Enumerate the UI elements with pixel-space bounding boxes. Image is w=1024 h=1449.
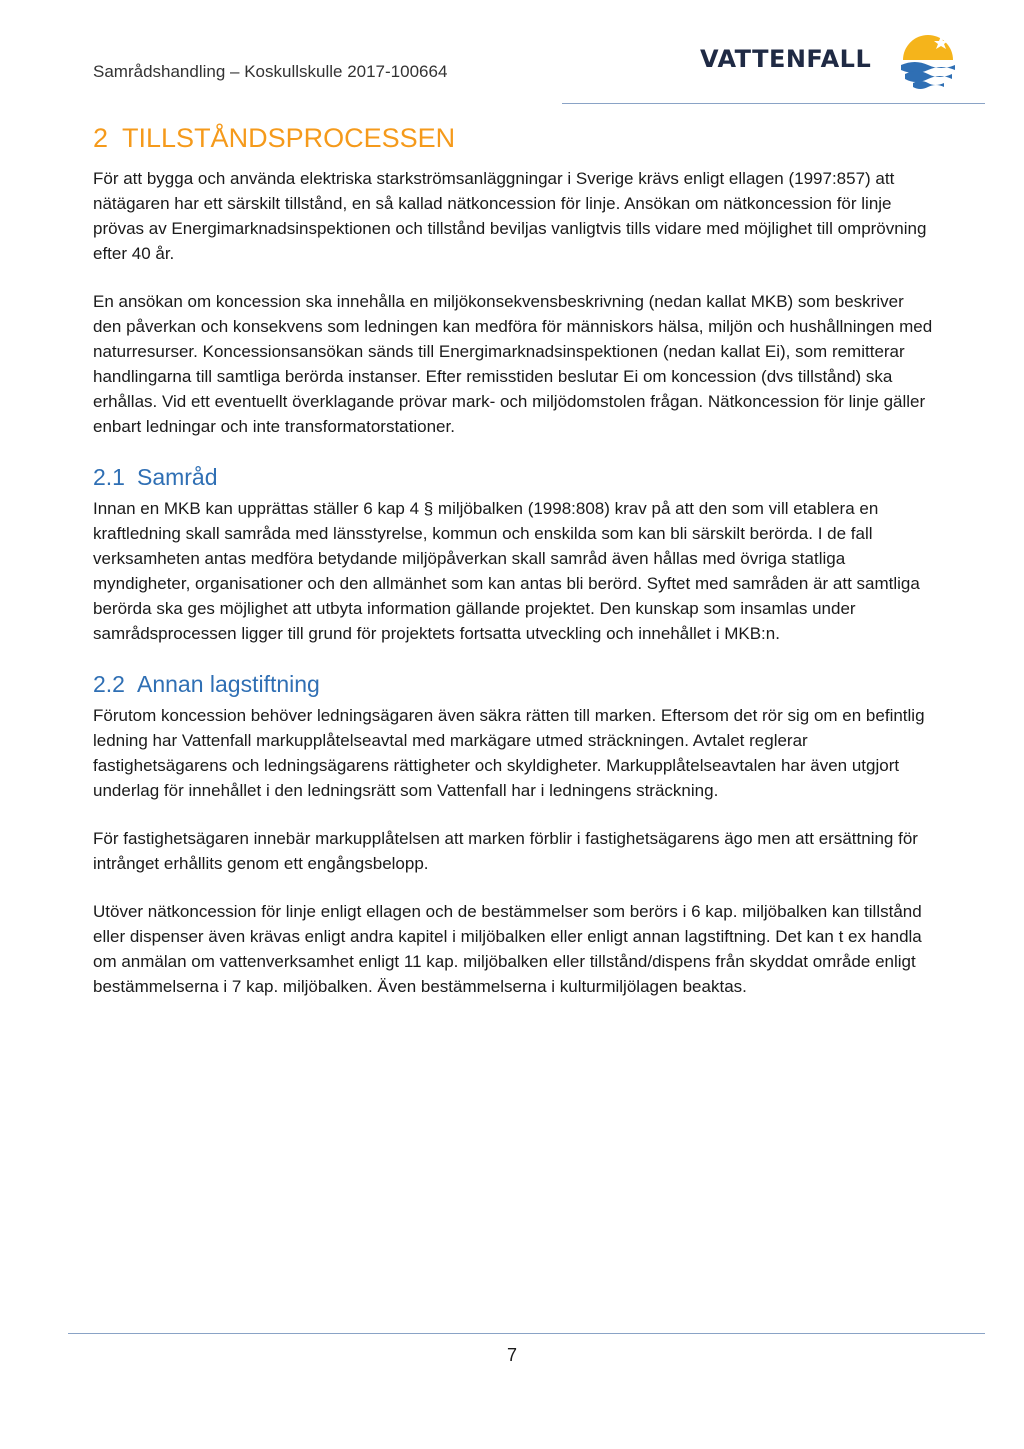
paragraph: En ansökan om koncession ska innehålla en miljökonsekvensbeskrivning (nedan kallat MKB) som beskriver den påverkan och konsekvens som ledningen kan medföra för människors hälsa, miljön och hushållningen med naturresurser. Koncessionsansökan sänds till Energimarknadsinspektionen (nedan kallat Ei), som remitterar handlingarna till samtliga berörda instanser. Efter remisstiden beslutar Ei om koncession (dvs tillstånd) ska erhållas. Vid ett eventuellt överklagande prövar mark- och miljödomstolen frågan. Nätkoncession för linje gäller enbart ledningar och inte transformatorstationer. bbox=[93, 292, 933, 436]
section-title: TILLSTÅNDSPROCESSEN bbox=[122, 123, 456, 153]
subsection-number: 2.2 bbox=[93, 671, 125, 697]
subsection-title: Annan lagstiftning bbox=[136, 671, 320, 697]
vattenfall-logo bbox=[700, 30, 960, 90]
document-header-title: Samrådshandling – Koskullskulle 2017-100664 bbox=[93, 62, 448, 81]
page-number: 7 bbox=[506, 1345, 517, 1365]
subsection-number: 2.1 bbox=[93, 464, 125, 490]
logo-wordmark: VATTENFALL bbox=[700, 45, 872, 73]
subsection-heading bbox=[93, 669, 933, 699]
subsection-title: Samråd bbox=[136, 464, 218, 490]
paragraph: För att bygga och använda elektriska starkströmsanläggningar i Sverige krävs enligt ellagen (1997:857) att nätägaren har ett särskilt tillstånd, en så kallad nätkoncession för linje. Ansökan om nätkoncession för linje prövas av Energimarknadsinspektionen och tillstånd beviljas vanligtvis tills vidare med möjlighet till omprövning efter 40 år. bbox=[93, 169, 927, 263]
paragraph: Innan en MKB kan upprättas ställer 6 kap 4 § miljöbalken (1998:808) krav på att den som vill etablera en kraftledning skall samråda med länsstyrelse, kommun och enskilda som kan bli särskilt berörda. I de fall verksamheten antas medföra betydande miljöpåverkan skall samråd även hållas med övriga statliga myndigheter, organisationer och den allmänhet som kan antas bli berörd. Syftet med samråden är att samtliga berörda ska ges möjlighet att utbyta information gällande projektet. Den kunskap som insamlas under samrådsprocessen ligger till grund för projektets fortsatta utveckling och innehållet i MKB:n. bbox=[93, 499, 920, 643]
vattenfall-sun-wave-icon bbox=[897, 30, 959, 90]
section-heading bbox=[93, 118, 933, 158]
section-number: 2 bbox=[93, 123, 109, 153]
document-body bbox=[93, 118, 933, 1022]
subsection-heading bbox=[93, 462, 933, 492]
header-divider bbox=[562, 103, 985, 104]
paragraph: För fastighetsägaren innebär markupplåtelsen att marken förblir i fastighetsägarens ägo men att ersättning för intrånget erhållits genom ett engångsbelopp. bbox=[93, 829, 918, 873]
paragraph: Utöver nätkoncession för linje enligt ellagen och de bestämmelser som berörs i 6 kap. miljöbalken kan tillstånd eller dispenser även krävas enligt andra kapitel i miljöbalken eller enligt annan lagstiftning. Det kan t ex handla om anmälan om vattenverksamhet enligt 11 kap. miljöbalken eller tillstånd/dispens från skyddat område enligt bestämmelserna i 7 kap. miljöbalken. Även bestämmelserna i kulturmiljölagen beaktas. bbox=[93, 902, 922, 996]
footer-divider bbox=[68, 1333, 985, 1334]
paragraph: Förutom koncession behöver ledningsägaren även säkra rätten till marken. Eftersom det rör sig om en befintlig ledning har Vattenfall markupplåtelseavtal med markägare utmed sträckningen. Avtalet reglerar fastighetsägarens och ledningsägarens rättigheter och skyldigheter. Markupplåtelseavtalen har även utgjort underlag för innehållet i den ledningsrätt som Vattenfall har i ledningens sträckning. bbox=[93, 706, 925, 800]
